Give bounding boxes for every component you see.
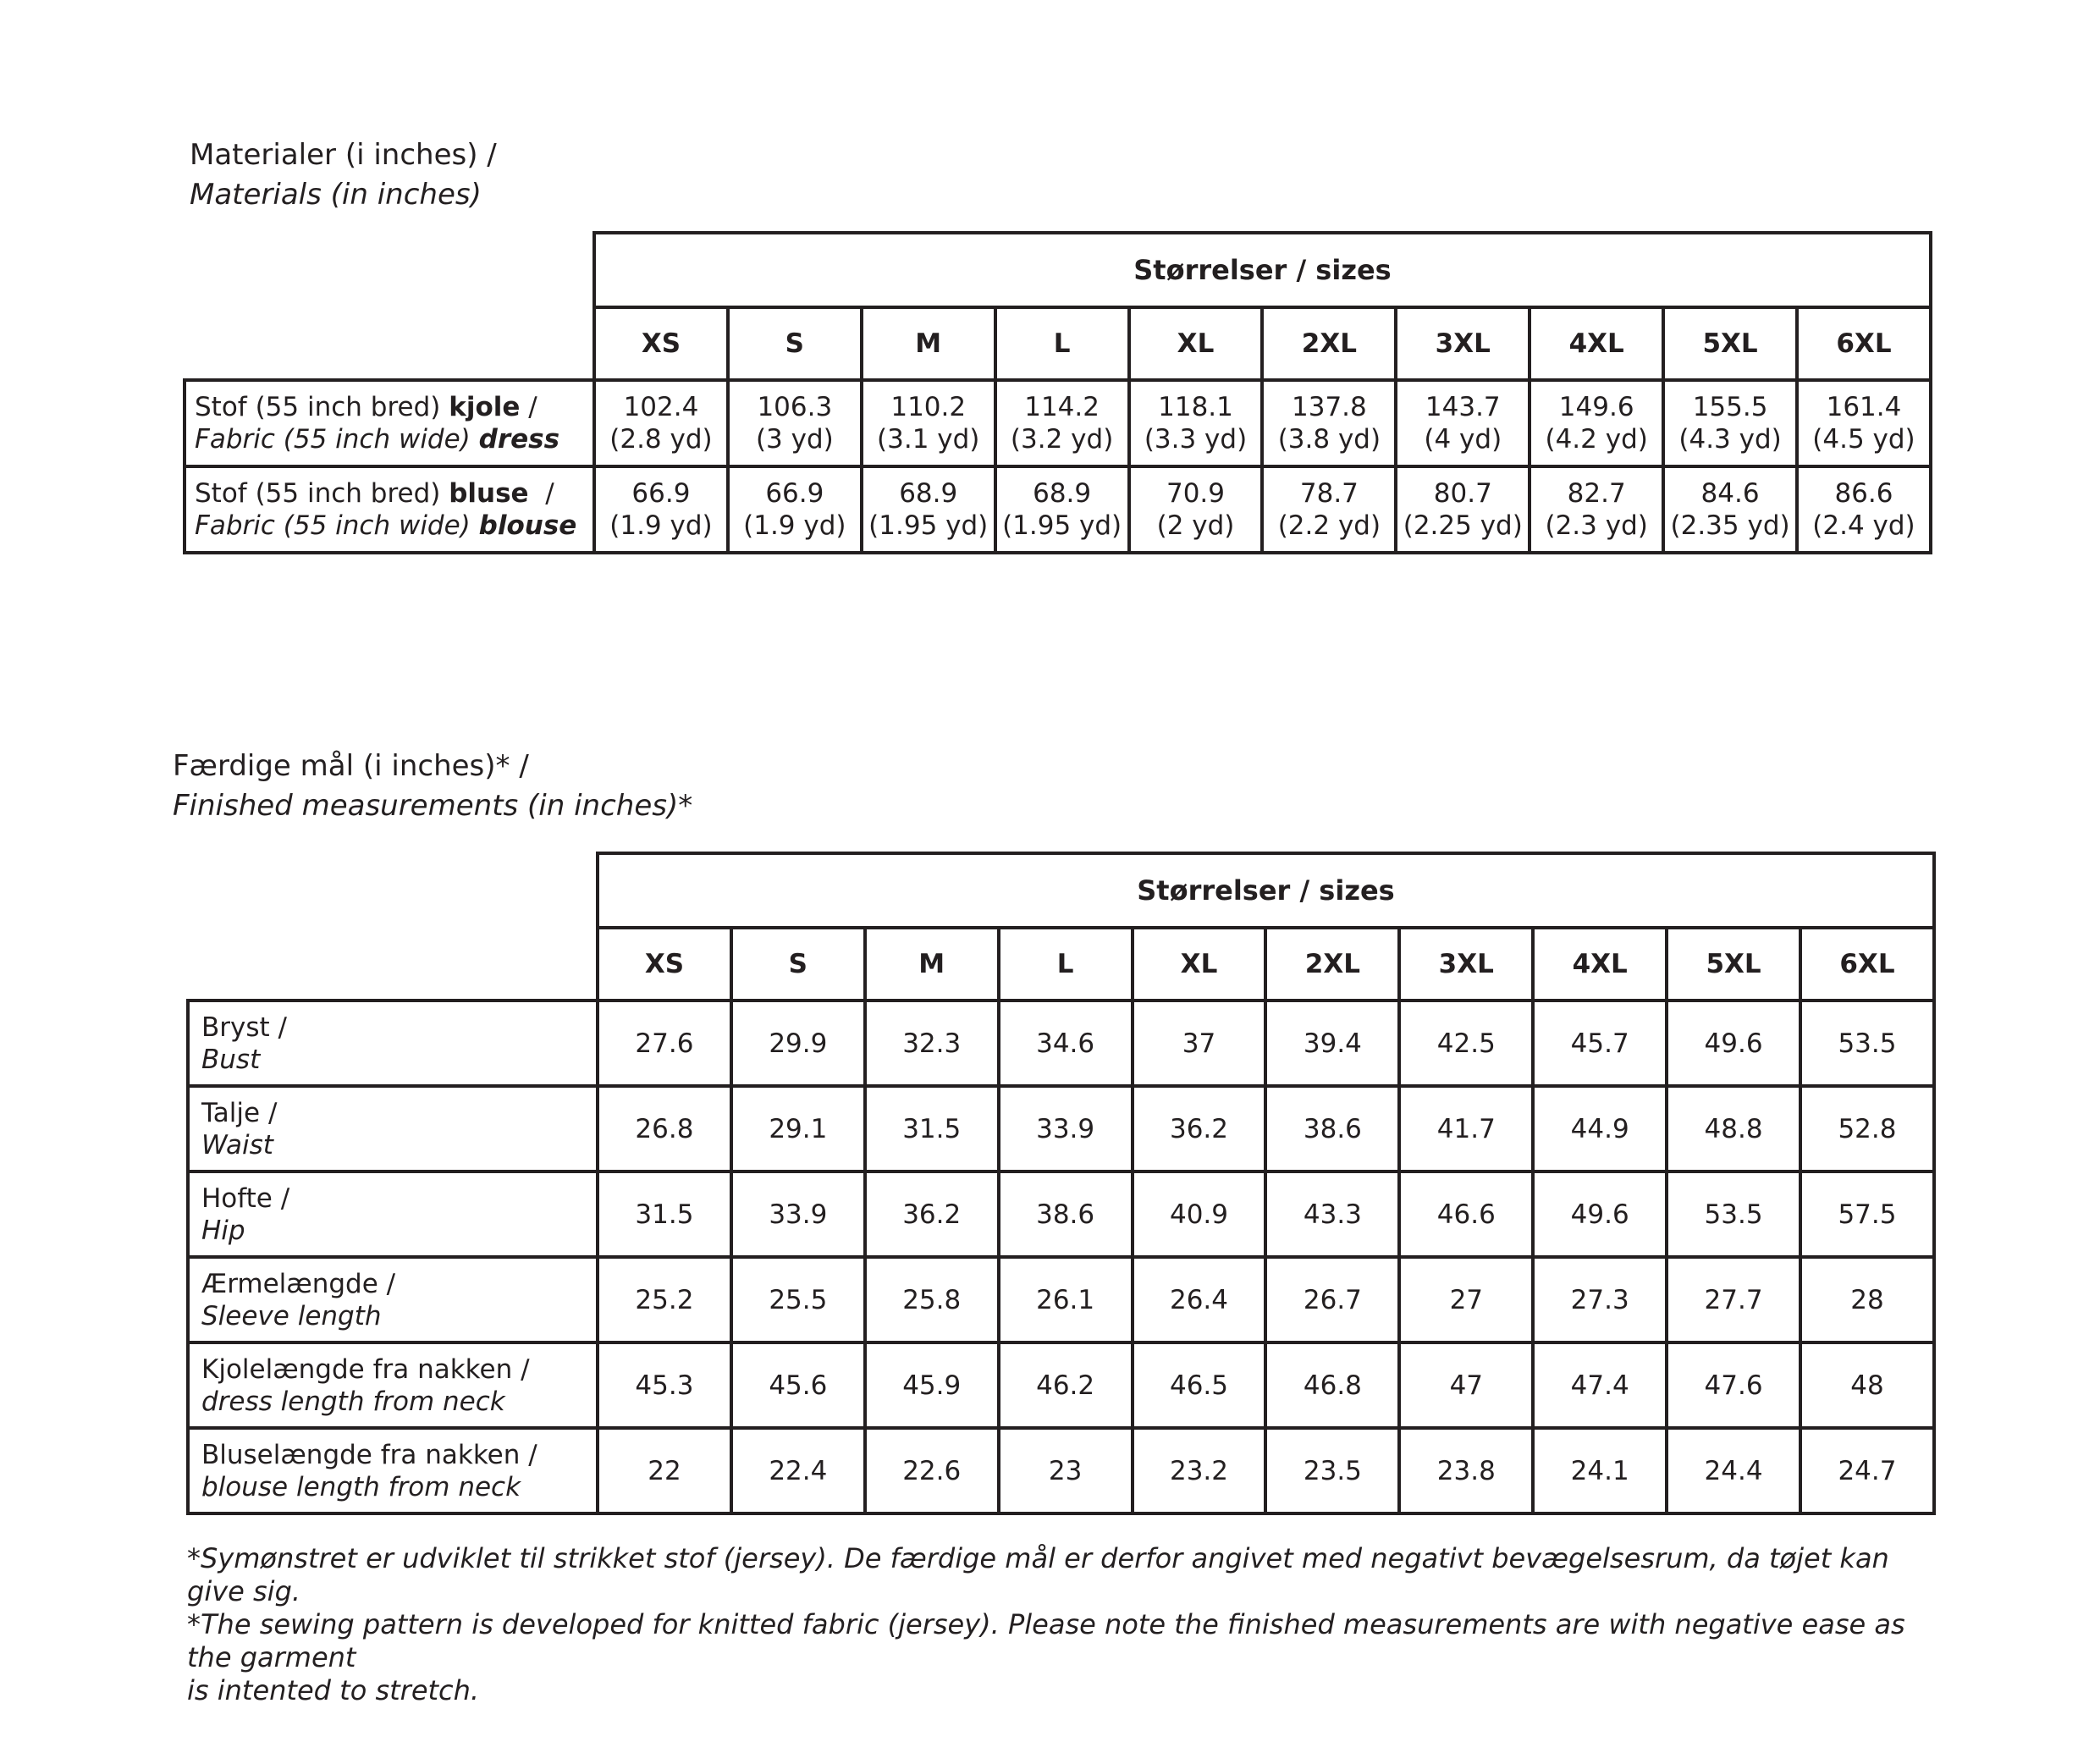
finished-value-cell: 34.6 [999,1001,1133,1086]
finished-value-cell: 22.4 [731,1428,865,1513]
finished-value-cell: 38.6 [999,1171,1133,1257]
finished-value-cell: 23 [999,1428,1133,1513]
value-yards: (2.35 yd) [1670,510,1790,541]
value-inches: 68.9 [1033,478,1092,509]
finished-value-cell: 26.4 [1133,1257,1266,1342]
finished-value-cell: 33.9 [999,1086,1133,1171]
finished-value-cell: 32.3 [865,1001,999,1086]
finished-row-label [188,1428,598,1513]
label-en-pre: Fabric (55 inch wide) [195,424,479,455]
label-da-post: / [528,478,554,509]
finished-value-cell: 47.4 [1533,1342,1667,1428]
finished-size-3xl: 3XL [1399,928,1533,1001]
value-yards: (4.5 yd) [1812,424,1915,455]
label-da: Bluselængde fra nakken / [201,1439,537,1470]
value-yards: (3.1 yd) [877,424,980,455]
finished-size-6xl: 6XL [1800,928,1934,1001]
finished-value-cell: 45.3 [598,1342,731,1428]
value-inches: 118.1 [1158,392,1233,422]
finished-value-cell: 36.2 [865,1171,999,1257]
value-inches: 82.7 [1567,478,1626,509]
materials-value-cell [1797,466,1931,553]
finished-value-cell: 29.1 [731,1086,865,1171]
finished-size-row [188,928,1934,1001]
finished-value-cell: 31.5 [865,1086,999,1171]
value-inches: 66.9 [765,478,824,509]
value-inches: 155.5 [1692,392,1768,422]
value-yards: (3.3 yd) [1144,424,1248,455]
label-da-bold: kjole [449,392,521,422]
finished-value-cell: 24.1 [1533,1428,1667,1513]
label-en: Waist [201,1129,273,1160]
value-inches: 114.2 [1024,392,1100,422]
finished-value-cell: 24.4 [1667,1428,1800,1513]
finished-value-cell: 37 [1133,1001,1266,1086]
finished-row [188,1257,1934,1342]
finished-value-cell: 45.7 [1533,1001,1667,1086]
finished-value-cell: 52.8 [1800,1086,1934,1171]
value-inches: 78.7 [1299,478,1359,509]
materials-table [183,231,1932,554]
finished-value-cell: 27 [1399,1257,1533,1342]
finished-value-cell: 46.2 [999,1342,1133,1428]
footnote-da: *Symønstret er udviklet til strikket stof (jersey). De færdige mål er derfor angivet med negativt bevægelsesrum, da tøjet kan give sig. [187,1542,1889,1607]
label-da: Kjolelængde fra nakken / [201,1353,530,1385]
materials-size-xl: XL [1129,307,1263,380]
finished-value-cell: 45.6 [731,1342,865,1428]
value-inches: 80.7 [1433,478,1492,509]
label-da-post: / [520,392,537,422]
finished-value-cell: 41.7 [1399,1086,1533,1171]
finished-value-cell: 47.6 [1667,1342,1800,1428]
finished-value-cell: 25.2 [598,1257,731,1342]
finished-value-cell: 22 [598,1428,731,1513]
materials-value-cell [1396,380,1530,466]
finished-value-cell: 39.4 [1265,1001,1399,1086]
finished-value-cell: 42.5 [1399,1001,1533,1086]
value-inches: 149.6 [1558,392,1634,422]
value-yards: (2 yd) [1156,510,1235,541]
finished-size-m: M [865,928,999,1001]
finished-value-cell: 24.7 [1800,1428,1934,1513]
value-inches: 137.8 [1292,392,1367,422]
value-yards: (4.2 yd) [1545,424,1648,455]
materials-title-da: Materialer (i inches) / [190,138,497,172]
materials-value-cell [594,380,728,466]
finished-value-cell: 46.5 [1133,1342,1266,1428]
value-inches: 84.6 [1700,478,1760,509]
materials-value-cell [1663,466,1797,553]
label-en: Sleeve length [201,1300,382,1331]
label-da [195,477,593,510]
label-en: Bust [201,1044,261,1075]
finished-size-5xl: 5XL [1667,928,1800,1001]
finished-row-label [188,1171,598,1257]
value-inches: 161.4 [1826,392,1902,422]
finished-row [188,1171,1934,1257]
finished-value-cell: 26.8 [598,1086,731,1171]
materials-value-cell [995,466,1129,553]
materials-value-cell [862,380,995,466]
finished-row [188,1342,1934,1428]
finished-size-s: S [731,928,865,1001]
label-da: Hofte / [201,1182,290,1214]
label-en: dress length from neck [201,1386,505,1417]
finished-value-cell: 27.3 [1533,1257,1667,1342]
finished-table [186,852,1936,1515]
finished-size-2xl: 2XL [1265,928,1399,1001]
finished-value-cell: 23.8 [1399,1428,1533,1513]
label-en [195,510,593,542]
materials-value-cell [995,380,1129,466]
finished-title-da: Færdige mål (i inches)* / [173,749,529,783]
materials-size-3xl: 3XL [1396,307,1530,380]
finished-row [188,1428,1934,1513]
value-yards: (1.9 yd) [609,510,713,541]
label-da: Talje / [201,1097,278,1128]
materials-size-2xl: 2XL [1262,307,1396,380]
finished-value-cell: 22.6 [865,1428,999,1513]
materials-value-cell [728,380,862,466]
value-yards: (2.25 yd) [1403,510,1523,541]
finished-title [173,747,692,826]
label-da-pre: Stof (55 inch bred) [195,478,449,509]
finished-row-label [188,1086,598,1171]
label-en: Hip [201,1215,245,1246]
finished-value-cell: 33.9 [731,1171,865,1257]
materials-size-l: L [995,307,1129,380]
finished-row [188,1001,1934,1086]
value-inches: 86.6 [1834,478,1893,509]
finished-value-cell: 46.6 [1399,1171,1533,1257]
finished-size-row-blank [188,928,598,1001]
value-yards: (1.95 yd) [1002,510,1122,541]
value-yards: (1.95 yd) [868,510,989,541]
finished-value-cell: 48.8 [1667,1086,1800,1171]
finished-value-cell: 26.1 [999,1257,1133,1342]
finished-value-cell: 36.2 [1133,1086,1266,1171]
materials-size-s: S [728,307,862,380]
value-yards: (3.8 yd) [1277,424,1381,455]
materials-sizes-header: Størrelser / sizes [594,233,1931,307]
finished-value-cell: 25.8 [865,1257,999,1342]
value-yards: (2.2 yd) [1277,510,1381,541]
materials-value-cell [594,466,728,553]
finished-value-cell: 25.5 [731,1257,865,1342]
value-yards: (2.8 yd) [609,424,713,455]
label-en-bold: blouse [478,510,577,541]
materials-title [190,135,497,215]
label-en-pre: Fabric (55 inch wide) [195,510,479,541]
finished-value-cell: 23.2 [1133,1428,1266,1513]
value-yards: (4 yd) [1424,424,1502,455]
value-yards: (3 yd) [755,424,834,455]
finished-value-cell: 27.7 [1667,1257,1800,1342]
finished-value-cell: 23.5 [1265,1428,1399,1513]
label-en-bold: dress [478,424,560,455]
finished-value-cell: 48 [1800,1342,1934,1428]
materials-size-5xl: 5XL [1663,307,1797,380]
value-inches: 66.9 [631,478,691,509]
finished-value-cell: 31.5 [598,1171,731,1257]
label-en: blouse length from neck [201,1471,521,1502]
finished-value-cell: 38.6 [1265,1086,1399,1171]
value-inches: 70.9 [1166,478,1226,509]
value-yards: (1.9 yd) [743,510,846,541]
finished-value-cell: 49.6 [1533,1171,1667,1257]
finished-row-label [188,1342,598,1428]
finished-value-cell: 28 [1800,1257,1934,1342]
value-yards: (3.2 yd) [1010,424,1114,455]
materials-size-m: M [862,307,995,380]
value-yards: (2.4 yd) [1812,510,1915,541]
finished-title-en: Finished measurements (in inches)* [173,789,693,823]
materials-value-cell [1129,380,1263,466]
finished-row-label [188,1001,598,1086]
materials-value-cell [728,466,862,553]
label-da [195,391,593,423]
materials-value-cell [1396,466,1530,553]
materials-row [185,466,1931,553]
value-yards: (2.3 yd) [1545,510,1648,541]
footnote [187,1542,1948,1707]
finished-value-cell: 43.3 [1265,1171,1399,1257]
materials-row [185,380,1931,466]
finished-sizes-header: Størrelser / sizes [598,853,1934,928]
materials-value-cell [1129,466,1263,553]
finished-corner [188,853,598,928]
label-da-pre: Stof (55 inch bred) [195,392,449,422]
value-inches: 106.3 [757,392,833,422]
finished-size-l: L [999,928,1133,1001]
materials-size-row-blank [185,307,594,380]
value-inches: 143.7 [1425,392,1501,422]
materials-value-cell [1530,466,1663,553]
finished-value-cell: 46.8 [1265,1342,1399,1428]
materials-value-cell [862,466,995,553]
label-da-bold: bluse [449,478,529,509]
finished-value-cell: 45.9 [865,1342,999,1428]
materials-value-cell [1262,380,1396,466]
finished-value-cell: 53.5 [1667,1171,1800,1257]
footnote-en-line2: is intented to stretch. [187,1674,480,1706]
value-inches: 110.2 [890,392,967,422]
finished-value-cell: 44.9 [1533,1086,1667,1171]
materials-size-row [185,307,1931,380]
materials-value-cell [1262,466,1396,553]
finished-value-cell: 27.6 [598,1001,731,1086]
materials-row-label [185,466,594,553]
finished-size-4xl: 4XL [1533,928,1667,1001]
value-inches: 68.9 [899,478,958,509]
finished-value-cell: 40.9 [1133,1171,1266,1257]
value-inches: 102.4 [623,392,699,422]
materials-value-cell [1797,380,1931,466]
materials-value-cell [1663,380,1797,466]
finished-size-xl: XL [1133,928,1266,1001]
finished-size-xs: XS [598,928,731,1001]
finished-value-cell: 26.7 [1265,1257,1399,1342]
finished-value-cell: 57.5 [1800,1171,1934,1257]
materials-row-label [185,380,594,466]
finished-value-cell: 29.9 [731,1001,865,1086]
label-da: Ærmelængde / [201,1268,396,1299]
materials-title-en: Materials (in inches) [190,178,482,212]
materials-size-6xl: 6XL [1797,307,1931,380]
label-da: Bryst / [201,1012,287,1043]
materials-corner [185,233,594,307]
finished-row-label [188,1257,598,1342]
finished-row [188,1086,1934,1171]
footnote-en-line1: *The sewing pattern is developed for knitted fabric (jersey). Please note the finished measurements are with negative ease as the garment [187,1608,1905,1673]
value-yards: (4.3 yd) [1678,424,1782,455]
finished-value-cell: 49.6 [1667,1001,1800,1086]
label-en [195,423,593,455]
materials-size-xs: XS [594,307,728,380]
finished-value-cell: 53.5 [1800,1001,1934,1086]
materials-value-cell [1530,380,1663,466]
materials-size-4xl: 4XL [1530,307,1663,380]
finished-value-cell: 47 [1399,1342,1533,1428]
